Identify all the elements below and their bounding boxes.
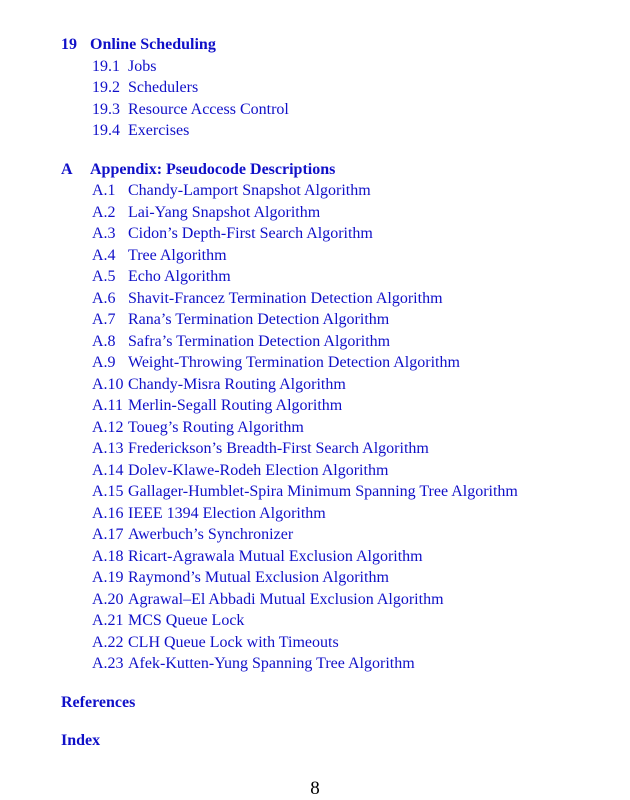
- toc-entry-resource-access-control[interactable]: [0, 99, 630, 121]
- section-title: Rana’s Termination Detection Algorithm: [128, 311, 390, 328]
- chapter-title: Appendix: Pseudocode Descriptions: [90, 160, 336, 178]
- section-number: A.16: [92, 504, 124, 522]
- section-title: Cidon’s Depth-First Search Algorithm: [128, 225, 373, 242]
- section-number: A.9: [92, 354, 116, 371]
- section-title: Chandy-Lamport Snapshot Algorithm: [128, 182, 371, 199]
- toc-entry-a13[interactable]: [0, 438, 630, 460]
- toc-entry-exercises[interactable]: [0, 120, 630, 142]
- toc-entry-a4[interactable]: [0, 245, 630, 267]
- toc-entry-a18[interactable]: [0, 546, 630, 568]
- toc-entry-schedulers[interactable]: [0, 77, 630, 99]
- section-number: A.14: [92, 461, 124, 479]
- toc-entry-a2[interactable]: [0, 202, 630, 224]
- section-title: Ricart-Agrawala Mutual Exclusion Algorithm: [128, 547, 423, 565]
- section-title: Echo Algorithm: [128, 268, 231, 285]
- toc-entry-a3[interactable]: [0, 223, 630, 245]
- chapter-number: A: [61, 160, 73, 178]
- section-title: Exercises: [128, 122, 190, 139]
- section-number: A.7: [92, 311, 116, 328]
- section-number: A.10: [92, 375, 124, 393]
- toc-entry-a8[interactable]: [0, 331, 630, 353]
- section-number: A.2: [92, 203, 116, 221]
- toc-entry-a11[interactable]: [0, 395, 630, 417]
- section-number: A.6: [92, 289, 116, 307]
- section-title: Tree Algorithm: [128, 246, 227, 264]
- chapter-number: 19: [61, 36, 77, 53]
- toc-references[interactable]: References: [61, 693, 136, 711]
- section-title: Toueg’s Routing Algorithm: [128, 418, 304, 436]
- toc-entry-a23[interactable]: [0, 653, 630, 675]
- section-number: 19.4: [92, 122, 120, 139]
- section-number: A.1: [92, 182, 116, 199]
- section-number: A.17: [92, 526, 124, 543]
- toc-entry-a12[interactable]: [0, 417, 630, 439]
- section-number: A.5: [92, 268, 116, 285]
- toc-entry-a15[interactable]: [0, 481, 630, 503]
- section-title: Frederickson’s Breadth-First Search Algorithm: [128, 440, 429, 457]
- section-number: A.19: [92, 569, 124, 586]
- table-of-contents: [0, 34, 630, 751]
- toc-entry-a1[interactable]: [0, 180, 630, 202]
- section-number: A.8: [92, 332, 116, 350]
- toc-entry-a9[interactable]: [0, 352, 630, 374]
- chapter-spacer: [0, 675, 630, 692]
- section-number: A.20: [92, 590, 124, 608]
- toc-entry-a17[interactable]: [0, 524, 630, 546]
- section-title: IEEE 1394 Election Algorithm: [128, 504, 326, 522]
- toc-entry-a7[interactable]: [0, 309, 630, 331]
- toc-entry-a10[interactable]: [0, 374, 630, 396]
- section-title: Jobs: [128, 57, 157, 75]
- toc-chapter-appendix[interactable]: [0, 159, 630, 181]
- chapter-spacer: [0, 142, 630, 159]
- toc-entry-a19[interactable]: [0, 567, 630, 589]
- chapter-spacer: [0, 713, 630, 730]
- section-number: A.11: [92, 397, 123, 414]
- toc-entry-a21[interactable]: [0, 610, 630, 632]
- section-number: 19.3: [92, 100, 120, 118]
- section-number: A.3: [92, 225, 116, 242]
- toc-chapter-online-scheduling[interactable]: [0, 34, 630, 56]
- section-number: A.13: [92, 440, 124, 457]
- section-title: Agrawal–El Abbadi Mutual Exclusion Algorithm: [128, 590, 444, 608]
- toc-entry-a5[interactable]: [0, 266, 630, 288]
- section-number: A.12: [92, 418, 124, 436]
- section-title: Resource Access Control: [128, 100, 289, 118]
- toc-entry-a16[interactable]: [0, 503, 630, 525]
- section-title: CLH Queue Lock with Timeouts: [128, 633, 339, 651]
- section-number: A.4: [92, 246, 116, 264]
- section-title: Raymond’s Mutual Exclusion Algorithm: [128, 569, 389, 586]
- section-number: 19.1: [92, 57, 120, 75]
- chapter-title: Online Scheduling: [90, 36, 216, 53]
- section-title: Awerbuch’s Synchronizer: [128, 526, 294, 543]
- toc-index[interactable]: Index: [61, 731, 101, 749]
- page-number: 8: [310, 778, 320, 799]
- section-title: Afek-Kutten-Yung Spanning Tree Algorithm: [128, 655, 415, 672]
- toc-entry-a14[interactable]: [0, 460, 630, 482]
- section-number: A.23: [92, 655, 124, 672]
- section-title: Lai-Yang Snapshot Algorithm: [128, 203, 321, 221]
- section-number: A.22: [92, 633, 124, 651]
- section-title: Merlin-Segall Routing Algorithm: [128, 397, 343, 414]
- toc-entry-a20[interactable]: [0, 589, 630, 611]
- section-title: Safra’s Termination Detection Algorithm: [128, 332, 391, 350]
- section-number: A.18: [92, 547, 124, 565]
- section-title: Weight-Throwing Termination Detection Algorithm: [128, 354, 460, 371]
- section-number: A.21: [92, 612, 124, 629]
- section-title: Gallager-Humblet-Spira Minimum Spanning Tree Algorithm: [128, 483, 518, 500]
- section-title: Schedulers: [128, 79, 199, 96]
- toc-entry-jobs[interactable]: [0, 56, 630, 78]
- section-title: Chandy-Misra Routing Algorithm: [128, 375, 346, 393]
- toc-entry-a22[interactable]: [0, 632, 630, 654]
- toc-entry-a6[interactable]: [0, 288, 630, 310]
- section-title: Dolev-Klawe-Rodeh Election Algorithm: [128, 461, 389, 479]
- section-title: Shavit-Francez Termination Detection Algorithm: [128, 289, 443, 307]
- section-number: 19.2: [92, 79, 120, 96]
- section-number: A.15: [92, 483, 124, 500]
- section-title: MCS Queue Lock: [128, 612, 245, 629]
